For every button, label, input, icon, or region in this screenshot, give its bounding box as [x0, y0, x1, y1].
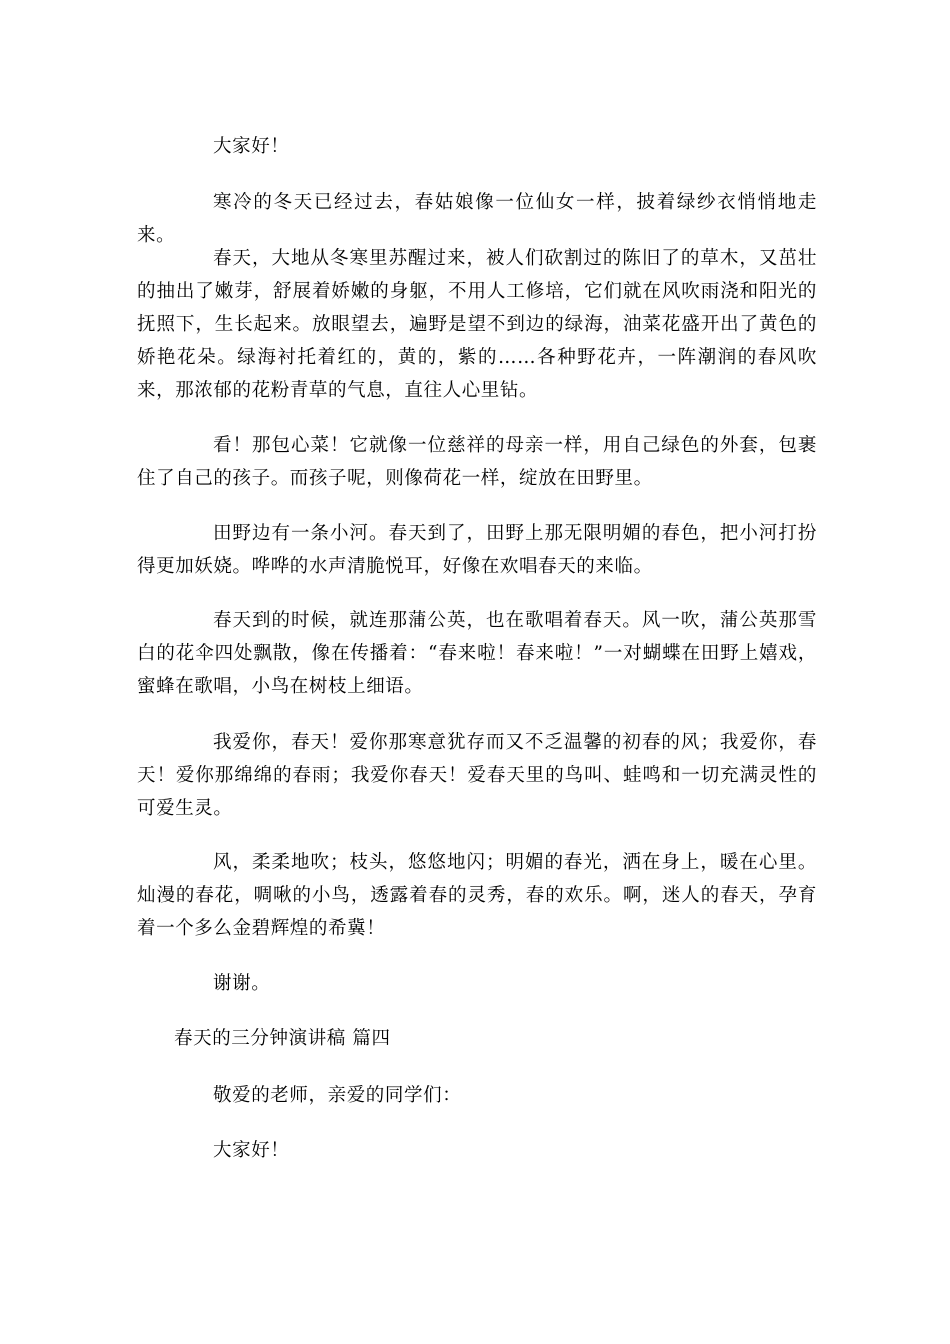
paragraph-winter-passed: 寒冷的冬天已经过去，春姑娘像一位仙女一样，披着绿纱衣悄悄地走来。 — [137, 192, 817, 246]
paragraph-salutation: 敬爱的老师，亲爱的同学们： — [213, 1085, 462, 1106]
section-heading: 春天的三分钟演讲稿 篇四 — [174, 1028, 391, 1049]
paragraph-cabbage: 看！那包心菜！它就像一位慈祥的母亲一样，用自己绿色的外套，包裹住了自己的孩子。而孩子呢，则像荷花一样，绽放在田野里。 — [137, 435, 817, 489]
paragraph-love-spring: 我爱你，春天！爱你那寒意犹存而又不乏温馨的初春的风；我爱你，春天！爱你那绵绵的春雨；我爱你春天！爱春天里的鸟叫、蛙鸣和一切充满灵性的可爱生灵。 — [137, 732, 817, 819]
paragraph-hello: 大家好！ — [213, 1140, 290, 1161]
paragraph-thanks: 谢谢。 — [213, 973, 271, 994]
paragraph-river: 田野边有一条小河。春天到了，田野上那无限明媚的春色，把小河打扮得更加妖娆。哗哗的水声清脆悦耳，好像在欢唱春天的来临。 — [137, 523, 817, 577]
paragraph-spring-awakening: 春天，大地从冬寒里苏醒过来，被人们砍割过的陈旧了的草木，又茁壮的抽出了嫩芽，舒展着娇嫩的身躯，不用人工修培，它们就在风吹雨浇和阳光的抚照下，生长起来。放眼望去，遍野是望不到边的绿海，油菜花盛开出了黄色的娇艳花朵。绿海衬托着红的，黄的，紫的……各种野花卉，一阵潮润的春风吹来，那浓郁的花粉青草的气息，直往人心里钻。 — [137, 248, 817, 401]
paragraph-dandelion: 春天到的时候，就连那蒲公英，也在歌唱着春天。风一吹，蒲公英那雪白的花伞四处飘散，像在传播着：“春来啦！春来啦！”一对蝴蝶在田野上嬉戏，蜜蜂在歌唱，小鸟在树枝上细语。 — [137, 610, 817, 697]
paragraph-greeting: 大家好！ — [213, 136, 290, 157]
paragraph-gentle-wind: 风，柔柔地吹；枝头，悠悠地闪；明媚的春光，洒在身上，暖在心里。灿漫的春花，啁啾的小鸟，透露着春的灵秀，春的欢乐。啊，迷人的春天，孕育着一个多么金碧辉煌的希冀！ — [137, 852, 817, 939]
